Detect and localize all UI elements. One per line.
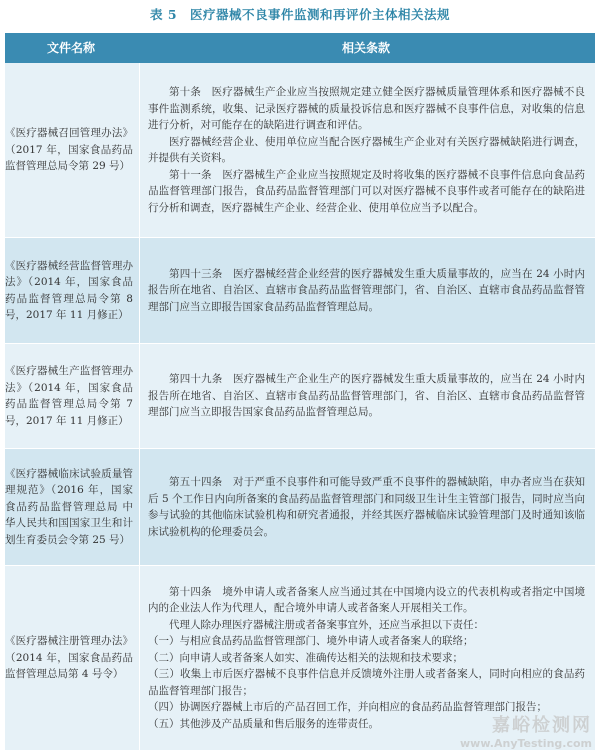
- clause-paragraph: 第十条 医疗器械生产企业应当按照规定建立健全医疗器械质量管理体系和医疗器械不良事件监测系统，收集、记录医疗器械的质量投诉信息和医疗器械不良事件信息，对收集的信息进行分析，对可能存在的缺陷进行调查和评估。: [148, 86, 585, 131]
- row-file-name: 《医疗器械经营监督管理办法》（2014 年，国家食品药品监督管理总局令第 8 号，2017 年 11 月修正）: [5, 238, 140, 343]
- table-row: [5, 449, 595, 566]
- clause-paragraph: 代理人除办理医疗器械注册或者备案事宜外，还应当承担以下责任：: [169, 618, 484, 631]
- row-clauses: [140, 566, 595, 750]
- table-row: [5, 238, 595, 344]
- row-file-name: 《医疗器械注册管理办法》（2014 年，国家食品药品监督管理总局第 4 号令）: [5, 566, 140, 750]
- table-row: [5, 344, 595, 449]
- clause-paragraph: 第四十三条 医疗器械经营企业经营的医疗器械发生重大质量事故的，应当在 24 小时内报告所在地省、自治区、直辖市食品药品监督管理部门，省、自治区、直辖市食品药品监督管理部门应当立即报告国家食品药品监督管理总局。: [148, 267, 585, 313]
- clause-paragraph: 第十一条 医疗器械生产企业应当按照规定及时将收集的医疗器械不良事件信息向食品药品监督管理部门报告，食品药品监督管理部门可以对医疗器械不良事件或者可能存在的缺陷进行分析和调查，医疗器械生产企业、经营企业、使用单位应当予以配合。: [148, 168, 585, 214]
- row-file-name: 《医疗器械生产监督管理办法》（2014 年，国家食品药品监督管理总局令第 7 号，2017 年 11 月修正）: [5, 344, 140, 448]
- header-file-name: 文件名称: [46, 41, 95, 55]
- table-row: [5, 566, 595, 751]
- watermark-url: www.AnyTesting.com: [460, 737, 592, 750]
- header-related-clauses: 相关条款: [341, 41, 390, 55]
- row-clauses: [140, 344, 595, 448]
- row-file-name: 《医疗器械临床试验质量管理规范》（2016 年，国家食品药品监督管理总局 中华人民共和国国家卫生和计划生育委员会令第 25 号）: [5, 449, 140, 565]
- row-clauses: [140, 63, 595, 237]
- clause-item: （五）其他涉及产品质量和售后服务的连带责任。: [148, 717, 379, 730]
- table-row: [5, 63, 595, 238]
- clause-item: （四）协调医疗器械上市后的产品召回工作，并向相应的食品药品监督管理部门报告；: [148, 701, 547, 714]
- watermark-title: 嘉峪检测网: [492, 715, 592, 736]
- clause-paragraph: 第四十九条 医疗器械生产企业生产的医疗器械发生重大质量事故的，应当在 24 小时内报告所在地省、自治区、直辖市食品药品监督管理部门，省、自治区、直辖市食品药品监督管理部门应当立即报告国家食品药品监督管理总局。: [148, 373, 585, 419]
- row-clauses: [140, 238, 595, 343]
- clause-paragraph: 医疗器械经营企业、使用单位应当配合医疗器械生产企业对有关医疗器械缺陷进行调查，并提供有关资料。: [148, 135, 585, 164]
- row-clauses: [140, 449, 595, 565]
- row-file-name: 《医疗器械召回管理办法》（2017 年，国家食品药品监督管理总局令第 29 号）: [5, 63, 140, 237]
- clause-item: （三）收集上市后医疗器械不良事件信息并反馈境外注册人或者备案人，同时向相应的食品药品监督管理部门报告；: [148, 668, 585, 697]
- clause-paragraph: 第五十四条 对于严重不良事件和可能导致严重不良事件的器械缺陷，申办者应当在获知后 5 个工作日内向所备案的食品药品监督管理部门和同级卫生计生主管部门报告，同时应当向参与试验的其他临床试验机构和研究者通报，并经其医疗器械临床试验管理部门及时通知该临床试验机构的伦理委员会。: [148, 476, 585, 538]
- clause-item: （二）向申请人或者备案人如实、准确传达相关的法规和技术要求；: [148, 651, 463, 664]
- clause-item: （一）与相应食品药品监督管理部门、境外申请人或者备案人的联络；: [148, 635, 474, 648]
- table-caption: 表 5 医疗器械不良事件监测和再评价主体相关法规: [149, 7, 451, 22]
- table-header-row: [5, 33, 595, 63]
- regulations-table: [5, 33, 595, 751]
- clause-paragraph: 第十四条 境外申请人或者备案人应当通过其在中国境内设立的代表机构或者指定中国境内的企业法人作为代理人，配合境外申请人或者备案人开展相关工作。: [148, 585, 585, 615]
